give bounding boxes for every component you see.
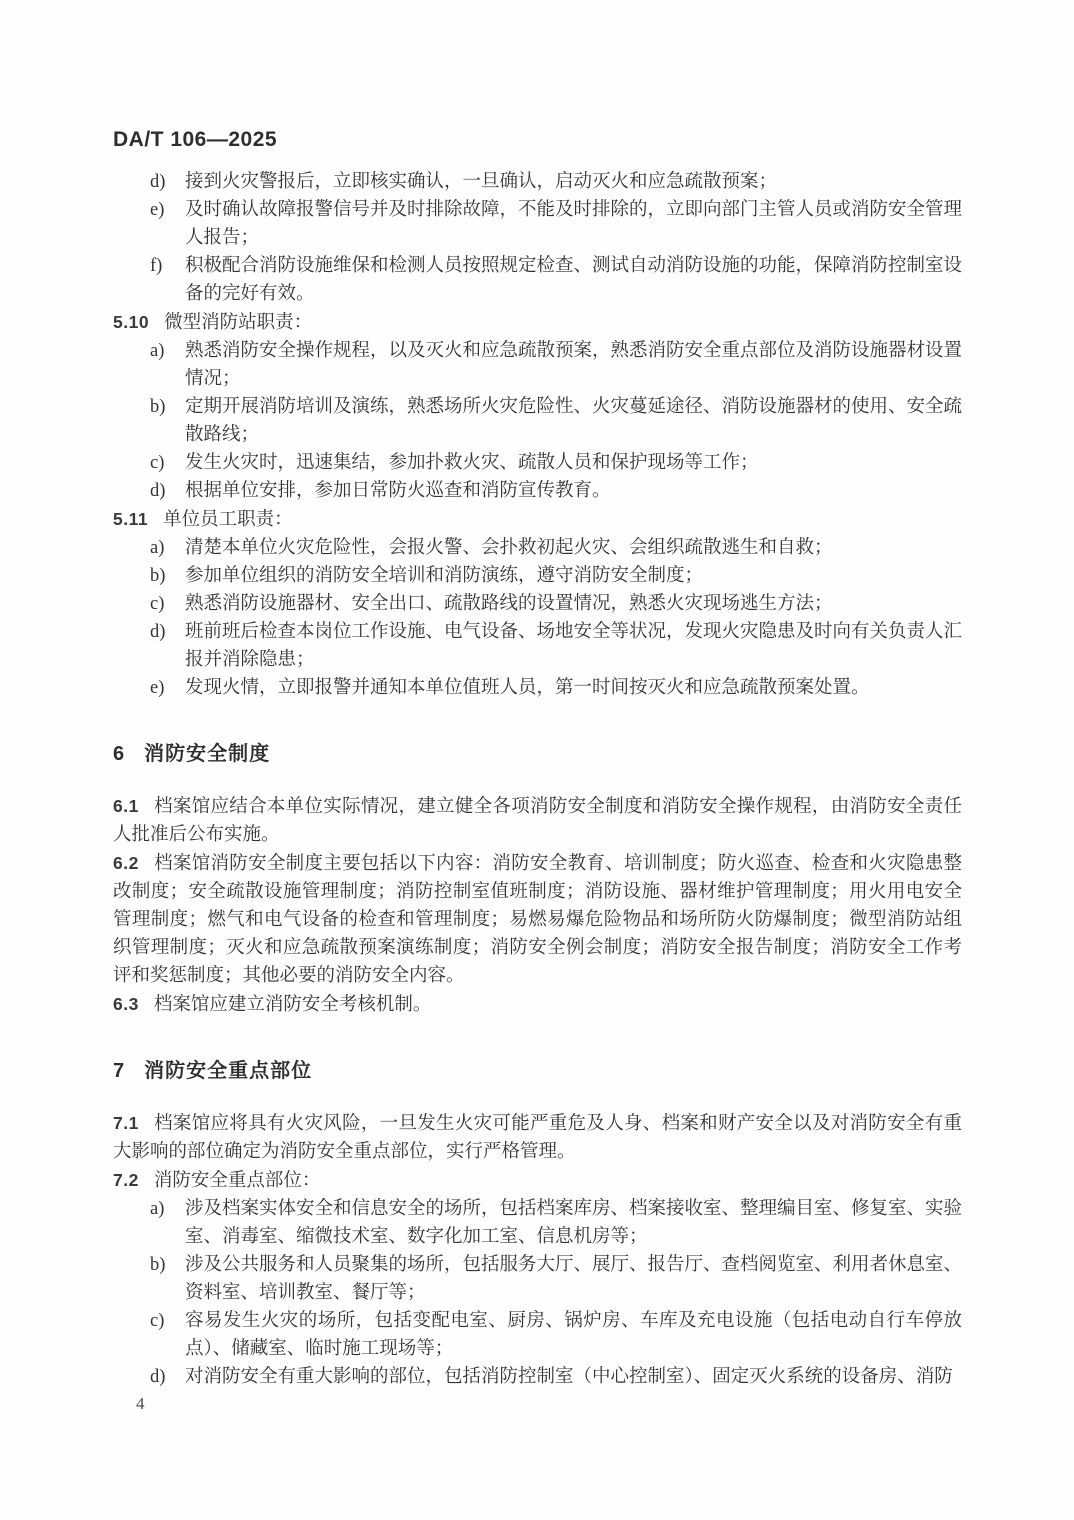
section-number: 6 [113,743,125,765]
clause-number: 7.1 [113,1113,139,1133]
list-item-label: e) [150,678,165,698]
list-item [150,477,962,505]
list-item [150,252,962,308]
list-item-label: b) [150,1255,166,1275]
list-item [150,449,962,477]
clause-title-text: 微型消防站职责： [164,313,313,333]
list-item [150,1251,962,1307]
clause-5-10-title [113,308,962,337]
clause-5-10-item-list [150,337,962,505]
list-item-text: 根据单位安排，参加日常防火巡查和消防宣传教育。 [185,481,611,501]
clause-5-9-item-list [150,168,962,308]
clause-title-text: 单位员工职责： [163,510,293,530]
clause-7-1 [113,1109,962,1166]
clause-number: 7.2 [113,1170,139,1190]
list-item-text: 及时确认故障报警信号并及时排除故障，不能及时排除的，立即向部门主管人员或消防安全管理人报告； [185,200,963,248]
list-item [150,562,962,590]
list-item-text-truncated: 对消防安全有重大影响的部位，包括消防控制室（中心控制室）、固定灭火系统的设备房、消防 [185,1367,953,1387]
list-item-text: 参加单位组织的消防安全培训和消防演练，遵守消防安全制度； [185,566,704,586]
list-item-text: 接到火灾警报后，立即核实确认，一旦确认，启动灭火和应急疏散预案； [185,172,778,192]
list-item-text: 涉及公共服务和人员聚集的场所，包括服务大厅、展厅、报告厅、查档阅览室、利用者休息室、资料室、培训教室、餐厅等； [185,1255,963,1303]
list-item-label: d) [150,622,166,642]
clause-text: 档案馆应将具有火灾风险，一旦发生火灾可能严重危及人身、档案和财产安全以及对消防安全有重大影响的部位确定为消防安全重点部位，实行严格管理。 [113,1114,962,1162]
clause-6-2 [113,849,962,990]
list-item-label: c) [150,453,165,473]
clause-5-11-title [113,505,962,534]
list-item [150,337,962,393]
list-item [150,674,962,702]
list-item-label: b) [150,397,166,417]
list-item [150,534,962,562]
clause-text: 档案馆应结合本单位实际情况，建立健全各项消防安全制度和消防安全操作规程，由消防安全责任人批准后公布实施。 [113,797,962,845]
list-item-label: a) [150,341,165,361]
list-item-label: f) [150,256,163,276]
list-item [150,1195,962,1251]
list-item-label: a) [150,1199,165,1219]
list-item-label: c) [150,594,165,614]
clause-number: 5.11 [113,509,149,529]
clause-5-11-item-list [150,534,962,702]
list-item-text: 容易发生火灾的场所，包括变配电室、厨房、锅炉房、车库及充电设施（包括电动自行车停放点）、储藏室、临时施工现场等； [185,1311,962,1359]
list-item [150,1363,962,1391]
clause-text: 消防安全重点部位： [153,1171,321,1191]
list-item-label: d) [150,1367,166,1387]
clause-6-1 [113,792,962,849]
clause-number: 6.3 [113,994,139,1014]
section-title: 消防安全制度 [144,743,271,765]
document-content [113,168,962,1391]
clause-6-3 [113,990,962,1019]
section-title: 消防安全重点部位 [144,1060,313,1082]
section-7-heading [113,1057,962,1085]
list-item [150,168,962,196]
list-item-label: d) [150,481,166,501]
list-item [150,393,962,449]
clause-number: 6.2 [113,853,139,873]
clause-text: 档案馆消防安全制度主要包括以下内容：消防安全教育、培训制度；防火巡查、检查和火灾隐患整改制度；安全疏散设施管理制度；消防控制室值班制度；消防设施、器材维护管理制度；用火用电安全管理制度；燃气和电气设备的检查和管理制度；易燃易爆危险物品和场所防火防爆制度；微型消防站组织管理制度；灭火和应急疏散预案演练制度；消防安全例会制度；消防安全报告制度；消防安全工作考评和奖惩制度；其他必要的消防安全内容。 [113,854,962,986]
clause-7-2 [113,1166,962,1195]
clause-number: 6.1 [113,796,139,816]
list-item-label: c) [150,1311,165,1331]
section-number: 7 [113,1060,125,1082]
list-item-label: a) [150,538,165,558]
clause-text: 档案馆应建立消防安全考核机制。 [153,995,432,1015]
list-item-text: 积极配合消防设施维保和检测人员按照规定检查、测试自动消防设施的功能，保障消防控制室设备的完好有效。 [185,256,963,304]
list-item-text: 熟悉消防安全操作规程，以及灭火和应急疏散预案，熟悉消防安全重点部位及消防设施器材设置情况； [185,341,963,389]
list-item [150,618,962,674]
list-item-text: 班前班后检查本岗位工作设施、电气设备、场地安全等状况，发现火灾隐患及时向有关负责人汇报并消除隐患； [185,622,963,670]
list-item-label: b) [150,566,166,586]
clause-7-2-item-list [150,1195,962,1391]
page-number: 4 [136,1394,145,1413]
section-6-heading [113,740,962,768]
doc-code: DA/T 106—2025 [113,128,278,151]
list-item-text: 发现火情，立即报警并通知本单位值班人员，第一时间按灭火和应急疏散预案处置。 [185,678,870,698]
list-item [150,196,962,252]
list-item-text: 发生火灾时，迅速集结，参加扑救火灾、疏散人员和保护现场等工作； [185,453,759,473]
list-item [150,590,962,618]
list-item-label: d) [150,172,166,192]
list-item-text: 涉及档案实体安全和信息安全的场所，包括档案库房、档案接收室、整理编目室、修复室、实验室、消毒室、缩微技术室、数字化加工室、信息机房等； [185,1199,963,1247]
list-item [150,1307,962,1363]
list-item-text: 定期开展消防培训及演练，熟悉场所火灾危险性、火灾蔓延途径、消防设施器材的使用、安全疏散路线； [185,397,963,445]
list-item-label: e) [150,200,165,220]
list-item-text: 清楚本单位火灾危险性，会报火警、会扑救初起火灾、会组织疏散逃生和自救； [185,538,833,558]
list-item-text: 熟悉消防设施器材、安全出口、疏散路线的设置情况，熟悉火灾现场逃生方法； [185,594,833,614]
clause-number: 5.10 [113,312,150,332]
